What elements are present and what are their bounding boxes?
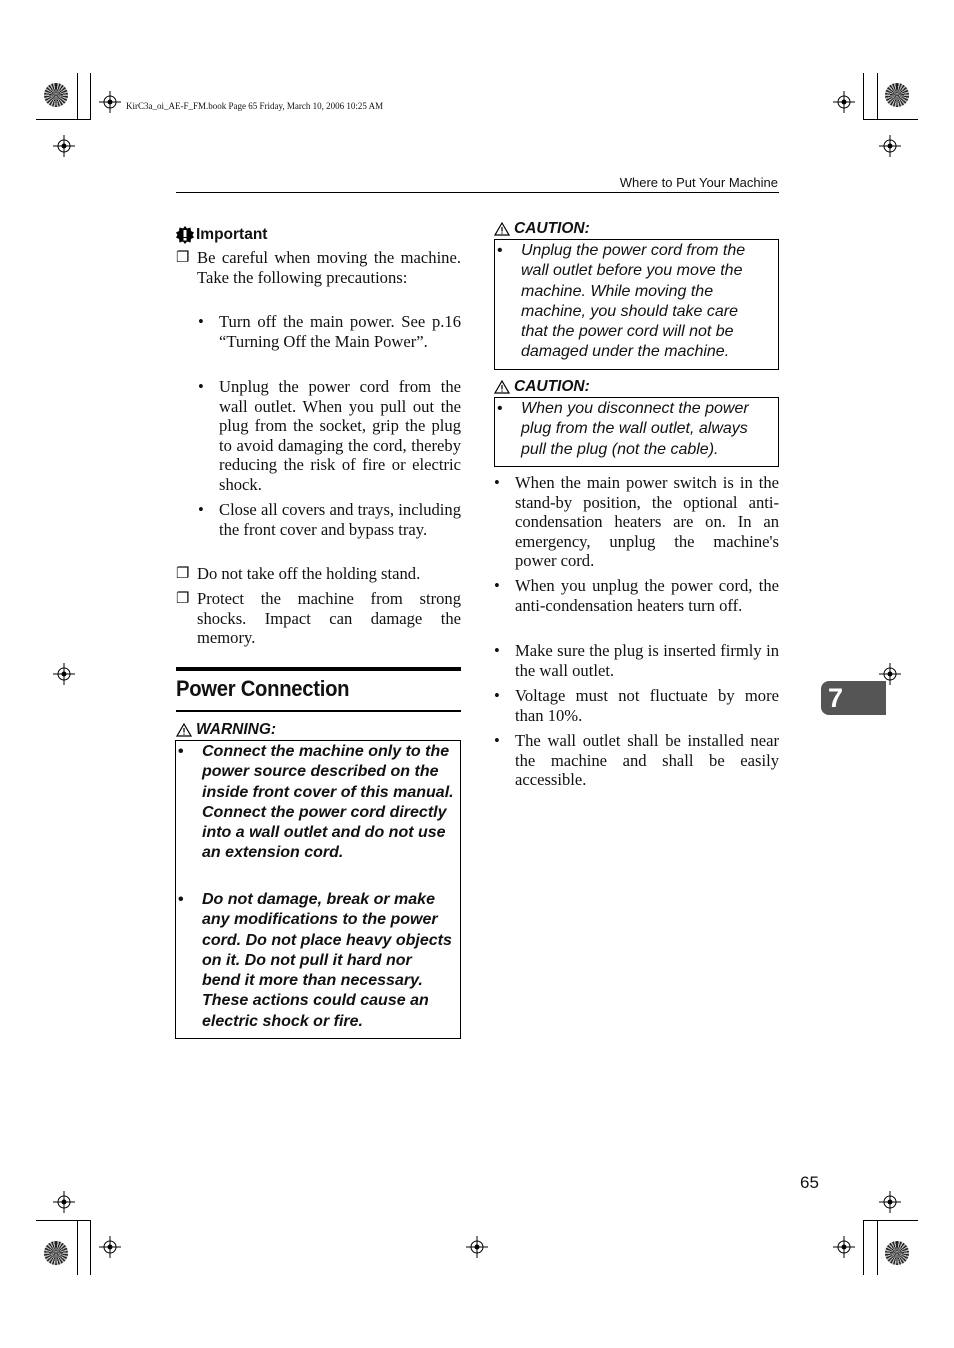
warning-triangle-icon: [494, 222, 510, 236]
bullet-text: When the main power switch is in the stand-by position, the optional anti-condensation heaters are on. In an emergency, unplug the machine's power cord.: [515, 473, 779, 571]
caution-label: [494, 220, 590, 238]
registration-mark-icon: [833, 1236, 855, 1258]
warning-label-text: WARNING:: [196, 721, 277, 738]
running-head: Where to Put Your Machine: [619, 175, 778, 190]
sub-bullet-item: • Turn off the main power. See p.16 “Turning Off the Main Power”.: [198, 312, 461, 351]
section-rule: [176, 710, 461, 712]
registration-mark-icon: [53, 1191, 75, 1213]
checklist-text: Do not take off the holding stand.: [197, 564, 421, 583]
warning-triangle-icon: [176, 723, 192, 737]
registration-mark-icon: [99, 1236, 121, 1258]
color-wheel-icon: [885, 83, 909, 107]
header-rule: [176, 192, 779, 193]
sub-bullet-text: Turn off the main power. See p.16 “Turning Off the Main Power”.: [219, 312, 461, 351]
important-label: Important: [196, 226, 268, 243]
bullet-text: The wall outlet shall be installed near the machine and shall be easily accessible.: [515, 731, 779, 790]
warning-item: • Do not damage, break or make any modifications to the power cord. Do not place heavy objects on it. Do not pull it hard nor bend it more than necessary. These actions could cause an electric shock or fire.: [178, 890, 454, 1032]
registration-mark-icon: [53, 663, 75, 685]
caution-label-text: CAUTION:: [514, 378, 590, 395]
caution-label: [494, 378, 590, 396]
bullet-item: • When you unplug the power cord, the anti-condensation heaters turn off.: [494, 576, 779, 615]
warning-triangle-icon: [494, 380, 510, 394]
registration-mark-icon: [879, 135, 901, 157]
caution-item: • Unplug the power cord from the wall outlet before you move the machine. While moving the machine, you should take care that the power cord will not be damaged under the machine.: [497, 241, 769, 363]
caution-text: When you disconnect the power plug from the wall outlet, always pull the plug (not the cable).: [521, 400, 749, 458]
bullet-item: • When the main power switch is in the stand-by position, the optional anti-condensation heaters are on. In an emergency, unplug the machine's power cord.: [494, 473, 779, 571]
color-wheel-icon: [44, 83, 68, 107]
color-wheel-icon: [885, 1241, 909, 1265]
color-wheel-icon: [44, 1241, 68, 1265]
caution-label-text: CAUTION:: [514, 220, 590, 237]
bullet-item: • The wall outlet shall be installed near the machine and shall be easily accessible.: [494, 731, 779, 790]
caution-text: Unplug the power cord from the wall outlet before you move the machine. While moving the machine, you should take care that the power cord will not be damaged under the machine.: [521, 242, 746, 361]
warning-text: Connect the machine only to the power source described on the inside front cover of this manual. Connect the power cord directly into a wall outlet and do not use an extension cord.: [202, 743, 454, 862]
bullet-text: When you unplug the power cord, the anti-condensation heaters turn off.: [515, 576, 779, 615]
sub-bullet-text: Close all covers and trays, including the front cover and bypass tray.: [219, 500, 461, 539]
page-number: 65: [800, 1173, 819, 1192]
checkbox-icon: ❐: [176, 591, 190, 607]
checklist-text: Protect the machine from strong shocks. Impact can damage the memory.: [197, 589, 461, 648]
warning-text: Do not damage, break or make any modifications to the power cord. Do not place heavy objects on it. Do not pull it hard nor bend it more than necessary. These actions could cause an electric shock or fire.: [202, 891, 452, 1030]
sub-bullet-text: Unplug the power cord from the wall outlet. When you pull out the plug from the socket, grip the plug to avoid damaging the cord, thereby reducing the risk of fire or electric shock.: [219, 377, 461, 494]
checklist-item: [176, 589, 461, 648]
warning-item: • Connect the machine only to the power source described on the inside front cover of this manual. Connect the power cord directly into a wall outlet and do not use an extension cord.: [178, 742, 454, 864]
section-title: Power Connection: [176, 676, 350, 701]
registration-mark-icon: [879, 1191, 901, 1213]
section-rule: [176, 667, 461, 671]
bullet-text: Voltage must not fluctuate by more than 10%.: [515, 686, 779, 725]
bullet-item: • Make sure the plug is inserted firmly in the wall outlet.: [494, 641, 779, 680]
sub-bullet-item: • Close all covers and trays, including the front cover and bypass tray.: [198, 500, 461, 539]
sub-bullet-item: • Unplug the power cord from the wall outlet. When you pull out the plug from the socket, grip the plug to avoid damaging the cord, thereby reducing the risk of fire or electric shock.: [198, 377, 461, 494]
registration-mark-icon: [466, 1236, 488, 1258]
checklist-text: Be careful when moving the machine. Take the following precautions:: [197, 248, 461, 287]
caution-item: • When you disconnect the power plug from the wall outlet, always pull the plug (not the cable).: [497, 399, 769, 460]
bullet-item: • Voltage must not fluctuate by more than 10%.: [494, 686, 779, 725]
bullet-text: Make sure the plug is inserted firmly in the wall outlet.: [515, 641, 779, 680]
file-info-line: KirC3a_oi_AE-F_FM.book Page 65 Friday, March 10, 2006 10:25 AM: [126, 101, 384, 111]
checkbox-icon: ❐: [176, 566, 190, 582]
important-heading: [176, 226, 267, 244]
important-icon: [176, 226, 194, 244]
checklist-item: [176, 564, 461, 584]
warning-label: [176, 721, 276, 739]
registration-mark-icon: [99, 91, 121, 113]
registration-mark-icon: [53, 135, 75, 157]
checkbox-icon: ❐: [176, 250, 190, 266]
chapter-tab: 7: [821, 681, 886, 715]
checklist-item: [176, 248, 461, 287]
registration-mark-icon: [833, 91, 855, 113]
